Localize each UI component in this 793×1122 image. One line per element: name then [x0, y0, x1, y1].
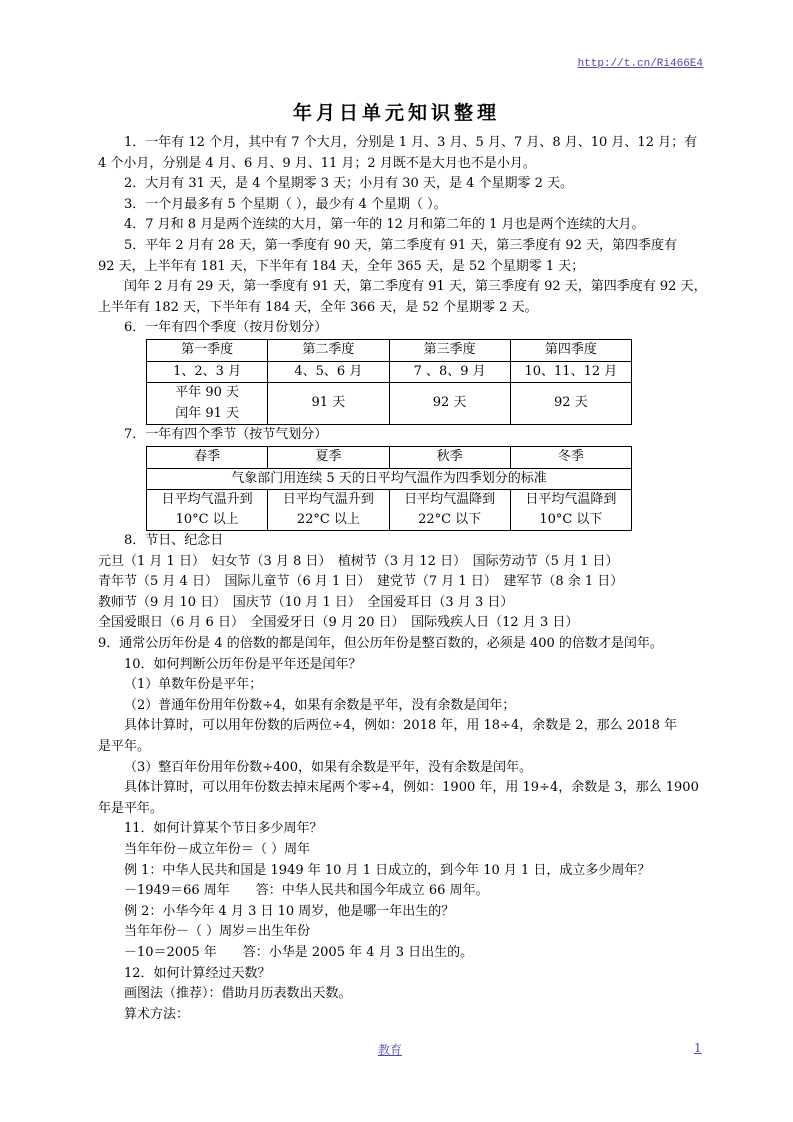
- item-4: 4．7 月和 8 月是两个连续的大月，第一年的 12 月和第二年的 1 月也是两个连续的大月。: [124, 217, 645, 233]
- quarter-months: 7 、8、9 月: [389, 361, 510, 383]
- seasons-header-row: [147, 446, 632, 468]
- festivals-line-3: 教师节（9 月 10 日） 国庆节（10 月 1 日） 全国爱耳日（3 月 3 日）: [98, 594, 514, 610]
- item-7: 7．一年有四个季节（按节气划分）: [124, 427, 328, 443]
- item-5-line-2: 92 天，上半年有 181 天，下半年有 184 天，全年 365 天，是 52 个星期零 1 天；: [98, 258, 585, 274]
- item-10-rule-3: （3）整百年份用年份数÷400，如果有余数是平年，没有余数是闰年。: [124, 759, 532, 775]
- item-5-line-3: 闰年 2 月有 29 天，第一季度有 91 天，第二季度有 91 天，第三季度有 92 天，第四季度有 92 天，: [124, 279, 707, 295]
- page-number: 1: [694, 1041, 702, 1055]
- item-1-line-2: 4 个小月，分别是 4 月、6 月、9 月、11 月；2 月既不是大月也不是小月。: [98, 155, 536, 171]
- item-10-rule-2: （2）普通年份用年份数÷4，如果有余数是平年，没有余数是闰年；: [124, 697, 516, 713]
- festivals-line-4: 全国爱眼日（6 月 6 日） 全国爱牙日（9 月 20 日） 国际残疾人日（12 月 3 日）: [98, 615, 579, 631]
- item-5-line-4: 上半年有 182 天，下半年有 184 天，全年 366 天，是 52 个星期零 2 天。: [98, 299, 538, 315]
- item-1-line-1: 1．一年有 12 个月，其中有 7 个大月，分别是 1 月、3 月、5 月、7 月、8 月、10 月、12 月；有: [124, 135, 698, 150]
- season-header: 秋季: [389, 446, 510, 468]
- season-header: 冬季: [510, 446, 631, 468]
- item-12-method-1: 画图法（推荐）：借助月历表数出天数。: [124, 986, 352, 1002]
- item-8: 8．节日、纪念日: [124, 533, 224, 549]
- season-header: 夏季: [268, 446, 389, 468]
- item-10-rule-1: （1）单数年份是平年；: [124, 677, 263, 693]
- item-10: 10．如何判断公历年份是平年还是闰年？: [124, 656, 362, 672]
- quarter-days: 91 天: [268, 383, 389, 425]
- item-5-line-1: 5．平年 2 月有 28 天，第一季度有 90 天，第二季度有 91 天，第三季度有 92 天，第四季度有: [124, 237, 678, 253]
- item-11: 11．如何计算某个节日多少周年？: [124, 821, 323, 837]
- seasons-table: [146, 446, 632, 531]
- festivals-line-2: 青年节（5 月 4 日） 国际儿童节（6 月 1 日） 建党节（7 月 1 日） 建军节（8 余 1 日）: [98, 574, 624, 590]
- page-title: 年月日单元知识整理: [292, 102, 500, 124]
- season-header: 春季: [147, 446, 268, 468]
- item-11-answer-2: －10＝2005 年 答：小华是 2005 年 4 月 3 日出生的。: [124, 944, 474, 960]
- season-temp-autumn: [389, 490, 510, 531]
- q1-days-leap-year: 闰年 91 天: [175, 405, 240, 421]
- item-11-formula-2: 当年年份－（ ）周岁＝出生年份: [124, 924, 311, 940]
- season-standard: 气象部门用连续 5 天的日平均气温作为四季划分的标准: [147, 468, 632, 490]
- item-11-formula-1: 当年年份－成立年份＝（ ）周年: [124, 842, 311, 857]
- temp-trend: 日平均气温升到: [161, 492, 253, 508]
- quarters-header-row: [147, 339, 632, 361]
- festivals-line-1: 元旦（1 月 1 日） 妇女节（3 月 8 日） 植树节（3 月 12 日） 国际劳动节（5 月 1 日）: [98, 553, 619, 569]
- quarter-months: 1、2、3 月: [147, 361, 268, 383]
- temp-trend: 日平均气温降到: [404, 492, 496, 508]
- seasons-temp-row: [147, 490, 632, 531]
- temp-trend: 日平均气温升到: [282, 492, 374, 508]
- temp-threshold: 22°C 以上: [296, 512, 360, 528]
- item-12-method-2: 算术方法：: [124, 1006, 190, 1022]
- q1-days-common-year: 平年 90 天: [175, 385, 240, 401]
- item-3: 3．一个月最多有 5 个星期（ ），最少有 4 个星期（ ）。: [124, 196, 447, 212]
- document-body: [98, 133, 707, 1025]
- quarter-header: 第四季度: [510, 339, 631, 361]
- quarters-days-row: [147, 383, 632, 425]
- item-2: 2．大月有 31 天，是 4 个星期零 3 天；小月有 30 天，是 4 个星期零 2 天。: [124, 176, 574, 192]
- season-temp-spring: [147, 490, 268, 531]
- quarter-days: 92 天: [389, 383, 510, 425]
- season-temp-winter: [510, 490, 631, 531]
- item-11-answer-1: －1949＝66 周年 答：中华人民共和国今年成立 66 周年。: [124, 883, 489, 899]
- item-6: 6．一年有四个季度（按月份划分）: [124, 320, 328, 336]
- quarter-header: 第三季度: [389, 339, 510, 361]
- temp-trend: 日平均气温降到: [525, 492, 617, 508]
- temp-threshold: 22°C 以下: [418, 512, 482, 528]
- quarter-months: 4、5、6 月: [268, 361, 389, 383]
- quarters-table: [146, 339, 632, 425]
- quarter-days: 92 天: [510, 383, 631, 425]
- item-11-example-1: 例 1：中华人民共和国是 1949 年 10 月 1 日成立的，到今年 10 月 1 日，成立多少周年？: [124, 862, 651, 878]
- item-12: 12．如何计算经过天数？: [124, 965, 271, 981]
- item-10-example-1-line-1: 具体计算时，可以用年份数的后两位÷4，例如：2018 年，用 18÷4，余数是 2，那么 2018 年: [124, 718, 677, 734]
- item-10-example-2-line-1: 具体计算时，可以用年份数去掉末尾两个零÷4，例如：1900 年，用 19÷4，余数是 3，那么 1900: [124, 780, 699, 796]
- quarter-header: 第二季度: [268, 339, 389, 361]
- quarters-months-row: [147, 361, 632, 383]
- season-temp-summer: [268, 490, 389, 531]
- item-10-example-1-line-2: 是平年。: [98, 739, 151, 755]
- temp-threshold: 10°C 以上: [175, 512, 239, 528]
- item-11-example-2: 例 2：小华今年 4 月 3 日 10 周岁，他是哪一年出生的？: [124, 903, 455, 919]
- seasons-standard-row: [147, 468, 632, 490]
- quarter-days-q1: [147, 383, 268, 425]
- header-link[interactable]: http://t.cn/Ri466E4: [577, 58, 703, 70]
- temp-threshold: 10°C 以下: [539, 512, 603, 528]
- quarter-header: 第一季度: [147, 339, 268, 361]
- item-10-example-2-line-2: 年是平年。: [98, 800, 164, 816]
- item-9: 9．通常公历年份是 4 的倍数的都是闰年，但公历年份是整百数的，必须是 400 的倍数才是闰年。: [98, 636, 663, 652]
- quarter-months: 10、11、12 月: [510, 361, 631, 383]
- footer-link[interactable]: 教育: [378, 1043, 403, 1057]
